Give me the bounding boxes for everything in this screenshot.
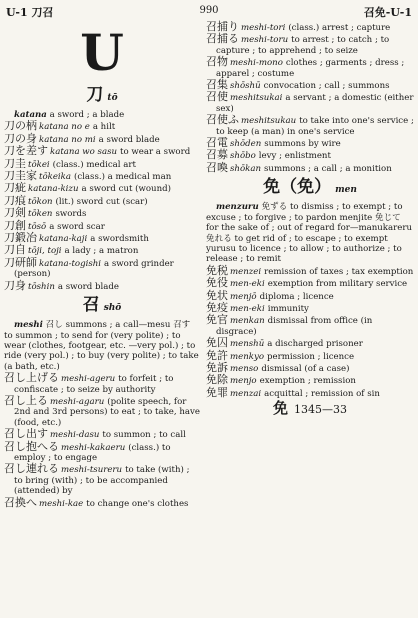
entry-romaji: meshi-toru [241,35,289,46]
entry-romaji: menkyo [230,351,265,362]
entry-kanji: 免疫 [206,300,228,314]
dictionary-entry [206,150,414,161]
entry-gloss: summons by wire [264,139,341,150]
entry-gloss: dismissal from office (in disgrace) [216,316,373,337]
entry-gloss: dismissal (of a case) [261,363,350,374]
dictionary-entry [206,263,414,277]
entry-gloss: to forfeit ; to confiscate ; to seize by authority [14,374,174,395]
entry-kanji: 刀自 [4,243,26,257]
dictionary-entry [206,34,414,56]
entry-romaji: katana no e [39,122,90,133]
section-letter: U [80,23,124,82]
entry-kanji: 免除 [206,373,228,387]
dictionary-entry [206,375,414,386]
entry-kanji: 召電 [206,136,228,150]
entry-kanji: 召喚 [206,160,228,174]
entry-romaji: meshi-agaru [50,396,105,407]
paragraph-text: 免ずる to dismiss ; to exempt ; to excuse ; to forgive ; to pardon menjite 免じて for the sake of ; out of regard for—manukareru 免れる to get rid of ; to escape ; to exempt yurusu to licence ; to allow ; to authorize ; to release ; to remit [206,202,412,265]
entry-kanji: 刀を差す [4,144,48,158]
headword-to [4,84,200,109]
entry-gloss: to summon ; to call [102,430,186,441]
dictionary-entry [4,193,200,207]
entry-kanji: 免状 [206,288,228,302]
entry-romaji: meshi-mono [230,58,283,69]
entry-gloss: summons ; a call ; a monition [264,163,392,174]
entry-gloss: convocation ; call ; summons [263,81,390,92]
dictionary-entry [206,115,414,137]
entry-gloss: (class.) a medical man [74,172,172,183]
entry-gloss: a sword blade [98,134,160,145]
entry-romaji: katana no mi [39,134,96,145]
entry-gloss: (polite speech, for 2nd and 3rd persons) to eat ; to take, have (food, etc.) [14,396,200,428]
entry-gloss: to arrest ; to catch ; to capture ; to apprehend ; to seize [216,35,390,56]
entry-gloss: (lit.) sword cut (scar) [55,196,148,207]
headword-sho [4,294,200,319]
entry-kanji: 召募 [206,148,228,162]
entry-kanji: 免役 [206,276,228,290]
headword-reading: shō [103,303,122,314]
entry-kanji: 刀創 [4,218,26,232]
dictionary-entry [4,429,200,440]
footer-kanji: 免 [272,399,288,418]
entry-kanji: 召集 [206,78,228,92]
dictionary-entry [206,160,414,174]
dictionary-entry [4,373,200,395]
entry-kanji: 召使 [206,90,228,104]
headword-reading: men [335,185,357,196]
entry-list-to [4,121,200,292]
dictionary-entry [4,183,200,194]
paragraph-lead: meshi [14,320,43,331]
entry-romaji: meshitsukai [230,93,283,104]
entry-romaji: menzei [230,266,262,277]
header-right: 召免-U-1 [363,6,412,19]
dictionary-entry [4,464,200,496]
entry-romaji: shōbo [230,151,256,162]
entry-kanji: 刀鍛冶 [4,231,37,245]
entry-romaji: menzai [230,388,262,399]
entry-list-sho-cont [206,22,414,174]
dictionary-entry [206,348,414,362]
entry-gloss: swords [55,209,87,220]
entry-romaji: katana-togishi [39,258,102,269]
entry-romaji: shōkan [230,163,261,174]
dictionary-entry [4,255,200,280]
entry-gloss: (class.) to employ ; to engage [14,442,171,463]
entry-romaji: men-eki [230,303,265,314]
entry-gloss: (class.) medical art [52,159,136,170]
dictionary-entry [4,278,200,292]
dictionary-entry [206,338,414,349]
entry-kanji: 召し出す [4,427,48,441]
entry-gloss: (class.) arrest ; capture [288,23,391,33]
entry-kanji: 刀痕 [4,193,26,207]
entry-romaji: menso [230,363,259,374]
entry-romaji: tōshin [28,281,55,292]
entry-gloss: to take (with) ; to bring (with) ; to be accompanied (attended) by [14,465,190,497]
entry-romaji: tōkeika [39,172,71,183]
entry-kanji: 刀圭 [4,156,26,170]
entry-gloss: diploma ; licence [259,291,334,302]
entry-gloss: clothes ; garments ; dress ; apparel ; costume [216,58,405,79]
paragraph-lead: menzuru [216,202,259,213]
entry-kanji: 召し連れる [4,462,59,476]
dictionary-entry [4,495,200,509]
entry-romaji: meshi-dasu [50,430,100,441]
entry-romaji: menkan [230,316,265,327]
entry-kanji: 召使ふ [206,113,239,127]
entry-kanji: 免官 [206,313,228,327]
entry-gloss: a swordsmith [90,234,149,245]
dictionary-entry [206,138,414,149]
entry-gloss: immunity [267,303,309,314]
entry-romaji: shōshū [230,81,261,92]
definition-paragraph [4,320,200,372]
paragraph-text: 召し summons ; a call—mesu 召す to summon ; to send for (very polite) ; to wear (clothes, footgear, etc. —very pol.) ; to ride (very pol.) ; to buy (very polite) ; to take (a bath, etc.) [4,320,199,372]
dictionary-entry [206,57,414,79]
entry-romaji: menshū [230,339,265,350]
entry-gloss: to wear a sword [120,147,191,158]
entry-kanji: 召し上げる [4,371,59,385]
entry-gloss: exemption from military service [267,279,408,290]
dictionary-entry [206,360,414,374]
entry-kanji: 召し上る [4,393,48,407]
entry-list-men [206,263,414,399]
headword-reading: tō [107,93,118,103]
entry-romaji: tōken [28,209,53,220]
entry-kanji: 刀身 [4,278,26,292]
entry-gloss: a sword grinder (person) [14,258,174,280]
entry-romaji: meshi-kakaeru [61,442,126,453]
entry-gloss: a sword scar [49,221,105,232]
entry-kanji: 免許 [206,348,228,362]
entry-kanji: 召し抱へる [4,439,59,453]
headword-kanji: 免（免） [263,177,332,198]
entry-kanji: 免税 [206,263,228,277]
entry-kanji: 免訴 [206,360,228,374]
entry-kanji: 刀の柄 [4,119,37,133]
entry-romaji: tōkei [28,159,50,170]
entry-romaji: meshi-ageru [61,374,116,385]
dictionary-entry [206,300,414,314]
entry-romaji: menjō [230,291,257,302]
dictionary-entry [4,146,200,157]
dictionary-entry [206,92,414,114]
headword-men [206,176,414,201]
entry-gloss: a lady ; a matron [64,246,139,257]
entry-gloss: to change one's clothes [86,498,189,509]
dictionary-entry [4,171,200,182]
entry-kanji: 刀剣 [4,206,26,220]
entry-gloss: a hilt [92,122,116,133]
entry-gloss: a sword cut (wound) [81,184,171,195]
dictionary-entry [206,288,414,302]
entry-gloss: a servant ; a domestic (either sex) [216,93,414,114]
paragraph-text: a sword ; a blade [46,110,125,120]
entry-romaji: shōden [230,139,262,150]
entry-kanji: 免囚 [206,336,228,350]
left-column [4,22,200,510]
entry-romaji: menjo [230,376,257,387]
dictionary-entry [4,393,200,428]
entry-kanji: 免罪 [206,385,228,399]
entry-gloss: to take into one's service ; to keep (a man) in one's service [216,116,414,137]
dictionary-entry [206,278,414,289]
entry-gloss: remission of taxes ; tax exemption [264,266,414,277]
entry-romaji: meshitsukau [241,116,297,127]
entry-kanji: 刀圭家 [4,169,37,183]
dictionary-entry [206,385,414,399]
paragraph-lead: katana [14,110,47,120]
headword-kanji: 召 [82,295,100,316]
entry-romaji: meshi-tsureru [61,465,123,476]
entry-kanji: 刀の身 [4,131,37,145]
entry-romaji: katana wo sasu [50,147,118,158]
entry-gloss: exemption ; remission [259,376,356,387]
entry-kanji: 召換へ [4,495,37,509]
definition-paragraph [206,202,414,264]
dictionary-entry [4,208,200,219]
page-footer [206,399,414,418]
entry-gloss: acquittal ; remission of sin [264,388,380,399]
entry-gloss: a sword blade [57,281,119,292]
dictionary-entry [4,439,200,464]
entry-kanji: 刀疵 [4,181,26,195]
dictionary-entry [4,233,200,244]
entry-romaji: katana-kaji [39,234,88,245]
header-left: U-1 刀召 [6,6,54,19]
entry-romaji: meshi-tori [241,23,286,33]
entry-gloss: levy ; enlistment [258,151,331,162]
entry-kanji: 召捕り [206,20,239,33]
dictionary-entry [206,315,414,337]
entry-kanji: 召捕る [206,32,239,46]
entry-kanji: 刀研師 [4,255,37,269]
dictionary-entry [206,80,414,91]
page-number: 990 [199,5,219,16]
right-column [206,22,414,416]
entry-romaji: tōkon [28,196,53,207]
entry-list-sho [4,373,200,509]
entry-romaji: meshi-kae [39,498,84,509]
footer-code: 1345—33 [294,403,347,417]
entry-gloss: a discharged prisoner [267,339,363,350]
headword-kanji: 刀 [86,85,104,105]
entry-romaji: tōsō [28,221,47,232]
entry-romaji: tōji, toji [28,246,62,257]
entry-romaji: men-eki [230,279,265,290]
entry-kanji: 召物 [206,55,228,69]
entry-romaji: katana-kizu [28,184,79,195]
entry-gloss: permission ; licence [267,351,355,362]
